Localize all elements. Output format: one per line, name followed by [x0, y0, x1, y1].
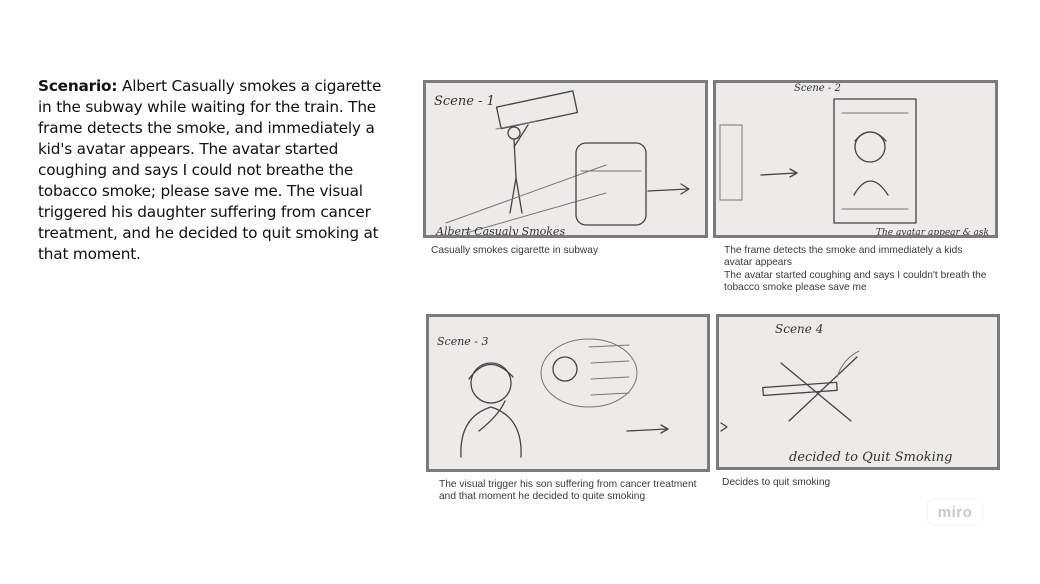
- albert-head: [508, 127, 520, 139]
- albert-hand-on-chin: [479, 401, 505, 431]
- albert-arm: [514, 125, 528, 147]
- door-sketch: [720, 125, 742, 200]
- scene-1-title: Scene - 1: [434, 94, 495, 109]
- arrow-line: [761, 173, 796, 175]
- albert-leg-left: [510, 178, 516, 213]
- storyboard-panel-scene-2[interactable]: [713, 80, 998, 238]
- arrow-head-icon: [721, 423, 727, 431]
- scene-2-title: Scene - 2: [794, 83, 841, 94]
- scene-3-sketch: [429, 317, 710, 472]
- thought-text-line-2: [591, 361, 629, 363]
- scenario-label: Scenario:: [38, 77, 118, 95]
- train-sign: [497, 91, 578, 129]
- train-sketch: [576, 143, 646, 225]
- albert-torso: [461, 407, 521, 457]
- caption-scene-4: Decides to quit smoking: [722, 477, 831, 488]
- scene-1-note: Albert Casualy Smokes: [436, 225, 566, 238]
- scene-4-sketch: [719, 317, 1000, 470]
- kid-avatar-hair: [855, 132, 886, 141]
- thought-text-line-1: [589, 345, 629, 347]
- scenario-description: [38, 76, 390, 265]
- arrow-line: [648, 189, 688, 191]
- thought-text-line-4: [591, 393, 629, 395]
- scenario-text: Albert Casually smokes a cigarette in the subway while waiting for the train. The frame detects the smoke, and immediately a kid's avatar appears. The avatar started coughing and says I could not breathe the tobacco smoke; please save me. The visual triggered his daughter suffering from cancer treatment, and he decided to quit smoking at that moment.: [38, 77, 382, 263]
- kid-avatar-body: [854, 181, 888, 195]
- caption-scene-2: [724, 245, 989, 295]
- scene-3-title: Scene - 3: [437, 335, 489, 348]
- storyboard-panel-scene-1[interactable]: [423, 80, 708, 238]
- cross-stroke-2: [789, 357, 857, 421]
- caption-scene-3: The visual trigger his son suffering from cancer treatment and that moment he decided to quite smoking: [439, 479, 697, 503]
- miro-watermark: miro: [928, 500, 982, 524]
- arrow-line: [627, 429, 667, 431]
- scene-4-note: decided to Quit Smoking: [789, 450, 953, 465]
- storyboard-panel-scene-4[interactable]: [716, 314, 1000, 470]
- scene-1-sketch: [426, 83, 708, 238]
- child-face: [553, 357, 577, 381]
- caption-scene-1: Casually smokes cigarette in subway: [431, 245, 599, 256]
- platform-line-top: [446, 165, 606, 223]
- scene-2-sketch: [716, 83, 998, 238]
- thought-bubble: [541, 339, 637, 407]
- albert-hair: [469, 364, 513, 379]
- caption-scene-2-line-2: The avatar started coughing and says I couldn't breath the tobacco smoke please save me: [724, 269, 987, 294]
- scene-2-note: The avatar appear & ask: [876, 228, 990, 238]
- caption-scene-2-line-1: The frame detects the smoke and immediately a kids avatar appears: [724, 245, 963, 269]
- storyboard-panel-scene-3[interactable]: [426, 314, 710, 472]
- scene-4-title: Scene 4: [775, 322, 824, 336]
- thought-text-line-3: [591, 377, 629, 379]
- cigarette-sketch: [763, 382, 837, 395]
